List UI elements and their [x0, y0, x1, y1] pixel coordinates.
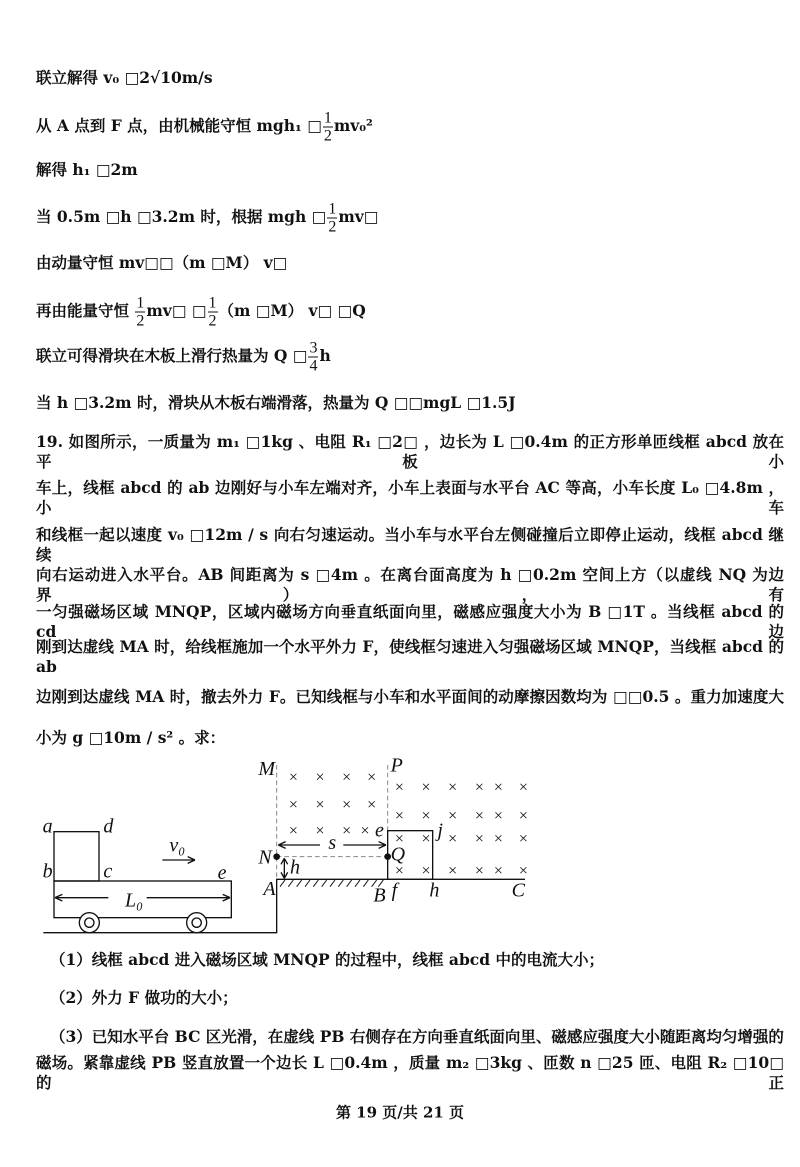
solution-line	[36, 160, 138, 180]
field-cross: ×	[421, 807, 431, 825]
point-q	[384, 853, 391, 860]
label-l0: L₀	[125, 889, 144, 912]
problem-line: 小为 g □10m / s² 。求：	[36, 728, 226, 747]
field-cross: ×	[474, 862, 484, 880]
field-cross: ×	[342, 796, 352, 814]
denominator: 2	[136, 312, 145, 330]
label-j: j	[437, 819, 443, 842]
numerator: 3	[309, 339, 318, 357]
field-cross: ×	[421, 830, 431, 848]
denominator: 2	[323, 127, 332, 145]
text-segment: 当 0.5m □h □3.2m 时，根据 mgh □	[36, 207, 327, 226]
label-q: Q	[390, 843, 406, 866]
label-a: A	[263, 878, 276, 900]
label-c: c	[103, 860, 113, 883]
magnetic-field-crosses	[289, 769, 528, 879]
field-cross: ×	[493, 807, 503, 825]
problem-line: 一匀强磁场区域 MNQP，区域内磁场方向垂直纸面向里，磁感应强度大小为 B □1T 。当线框 abcd 的 cd 边	[36, 602, 784, 641]
denominator: 2	[208, 312, 217, 330]
question-line: （3）已知水平台 BC 区光滑，在虚线 PB 右侧存在方向垂直纸面向里、磁感应强度大小随距离均匀增强的	[50, 1027, 784, 1046]
field-cross: ×	[421, 779, 431, 796]
label-d: d	[103, 815, 114, 838]
text-segment: 再由能量守恒	[36, 301, 135, 320]
text-segment: 联立解得 v₀ □2√10m/s	[36, 68, 213, 87]
label-m: M	[258, 758, 276, 780]
numerator: 1	[208, 294, 217, 312]
field-cross: ×	[474, 807, 484, 825]
text-segment: h	[319, 346, 331, 365]
point-n	[273, 853, 280, 860]
text-segment: mv□ □	[146, 301, 207, 320]
solution-line	[36, 340, 331, 375]
field-cross: ×	[518, 830, 528, 848]
field-cross: ×	[394, 830, 404, 848]
field-cross: ×	[360, 822, 370, 840]
label-h_point: h	[429, 879, 440, 902]
wheel	[79, 913, 99, 933]
ground-line	[43, 879, 525, 932]
field-cross: ×	[448, 830, 458, 848]
solution-line	[36, 201, 378, 236]
field-cross: ×	[518, 807, 528, 825]
wheel	[187, 913, 207, 933]
text-segment: mv₀²	[333, 116, 373, 135]
h-arrow	[281, 858, 288, 878]
field-cross: ×	[518, 862, 528, 880]
fraction	[323, 110, 333, 145]
v0-arrow	[162, 857, 195, 864]
solution-line	[36, 393, 516, 413]
field-cross: ×	[342, 769, 352, 786]
numerator: 1	[323, 109, 332, 127]
label-v0: v₀	[169, 834, 186, 857]
field-cross: ×	[518, 779, 528, 796]
label-b: b	[42, 860, 53, 883]
hatching	[280, 880, 383, 887]
field-cross: ×	[493, 862, 503, 880]
field-cross: ×	[394, 862, 404, 880]
solution-line	[36, 68, 213, 88]
problem-line: 向右运动进入水平台。AB 间距离为 s □4m 。在离台面高度为 h □0.2m 空间上方（以虚线 NQ 为边界），有	[36, 565, 784, 604]
problem-line: 19. 如图所示，一质量为 m₁ □1kg 、电阻 R₁ □2□ ，边长为 L □0.4m 的正方形单匝线框 abcd 放在平板小	[36, 432, 784, 471]
problem-line: 刚到达虚线 MA 时，给线框施加一个水平外力 F，使线框匀速进入匀强磁场区域 MNQP，当线框 abcd 的 ab	[36, 637, 784, 676]
field-cross: ×	[448, 862, 458, 880]
field-cross: ×	[448, 779, 458, 796]
label-s: s	[328, 832, 337, 854]
text-segment: 联立可得滑块在木板上滑行热量为 Q □	[36, 346, 308, 365]
label-n: N	[258, 846, 272, 869]
denominator: 4	[309, 357, 318, 375]
numerator: 1	[328, 200, 337, 218]
field-cross: ×	[421, 862, 431, 880]
problem-line: 边刚到达虚线 MA 时，撤去外力 F。已知线框与小车和水平面间的动摩擦因数均为 □□0.5 。重力加速度大	[36, 687, 784, 706]
numerator: 1	[136, 294, 145, 312]
label-a: a	[42, 815, 53, 838]
problem-line: 车上，线框 abcd 的 ab 边刚好与小车左端对齐，小车上表面与水平台 AC 等高，小车长度 L₀ □4.8m ，小车	[36, 478, 784, 517]
fraction	[308, 340, 318, 375]
text-segment: （m □M） v□ □Q	[218, 301, 366, 320]
field-cross: ×	[394, 807, 404, 825]
field-cross: ×	[288, 822, 298, 840]
field-cross: ×	[315, 769, 325, 786]
field-cross: ×	[493, 830, 503, 848]
solution-line	[36, 110, 373, 145]
question-line: （1）线框 abcd 进入磁场区域 MNQP 的过程中，线框 abcd 中的电流大小；	[50, 950, 604, 969]
question-line: （2）外力 F 做功的大小；	[50, 988, 238, 1007]
label-e: e	[217, 862, 227, 884]
field-cross: ×	[493, 779, 503, 796]
field-cross: ×	[394, 779, 404, 796]
fraction	[135, 295, 145, 330]
denominator: 2	[328, 218, 337, 236]
label-e2: e	[375, 819, 384, 842]
physics-diagram	[30, 755, 610, 945]
fraction	[327, 201, 337, 236]
field-cross: ×	[448, 807, 458, 825]
question-line: 磁场。紧靠虚线 PB 竖直放置一个边长 L □0.4m ，质量 m₂ □3kg 、匝数 n □25 匝、电阻 R₂ □10□ 的正	[36, 1053, 784, 1092]
page-footer: 第 19 页/共 21 页	[335, 1103, 465, 1122]
solution-line	[36, 295, 366, 330]
solution-line	[36, 253, 287, 273]
text-segment: 当 h □3.2m 时，滑块从木板右端滑落，热量为 Q □□mgL □1.5J	[36, 393, 516, 412]
fraction	[208, 295, 218, 330]
label-h: h	[290, 856, 300, 879]
field-cross: ×	[315, 796, 325, 814]
field-cross: ×	[474, 830, 484, 848]
text-segment: 解得 h₁ □2m	[36, 160, 138, 179]
label-p: P	[390, 755, 403, 777]
problem-line: 和线框一起以速度 v₀ □12m / s 向右匀速运动。当小车与水平台左侧碰撞后立即停止运动，线框 abcd 继续	[36, 525, 784, 564]
field-cross: ×	[288, 796, 298, 814]
label-c: C	[511, 879, 526, 902]
text-segment: mv□	[338, 207, 379, 226]
field-cross: ×	[288, 769, 298, 786]
label-b: B	[373, 884, 386, 907]
field-cross: ×	[367, 796, 377, 814]
field-cross: ×	[342, 822, 352, 840]
text-segment: 从 A 点到 F 点，由机械能守恒 mgh₁ □	[36, 116, 322, 135]
frame-abcd	[54, 832, 99, 881]
field-cross: ×	[315, 822, 325, 840]
label-f: f	[391, 879, 398, 902]
text-segment: 由动量守恒 mv□□（m □M） v□	[36, 253, 288, 272]
field-cross: ×	[474, 779, 484, 796]
field-cross: ×	[367, 769, 377, 786]
